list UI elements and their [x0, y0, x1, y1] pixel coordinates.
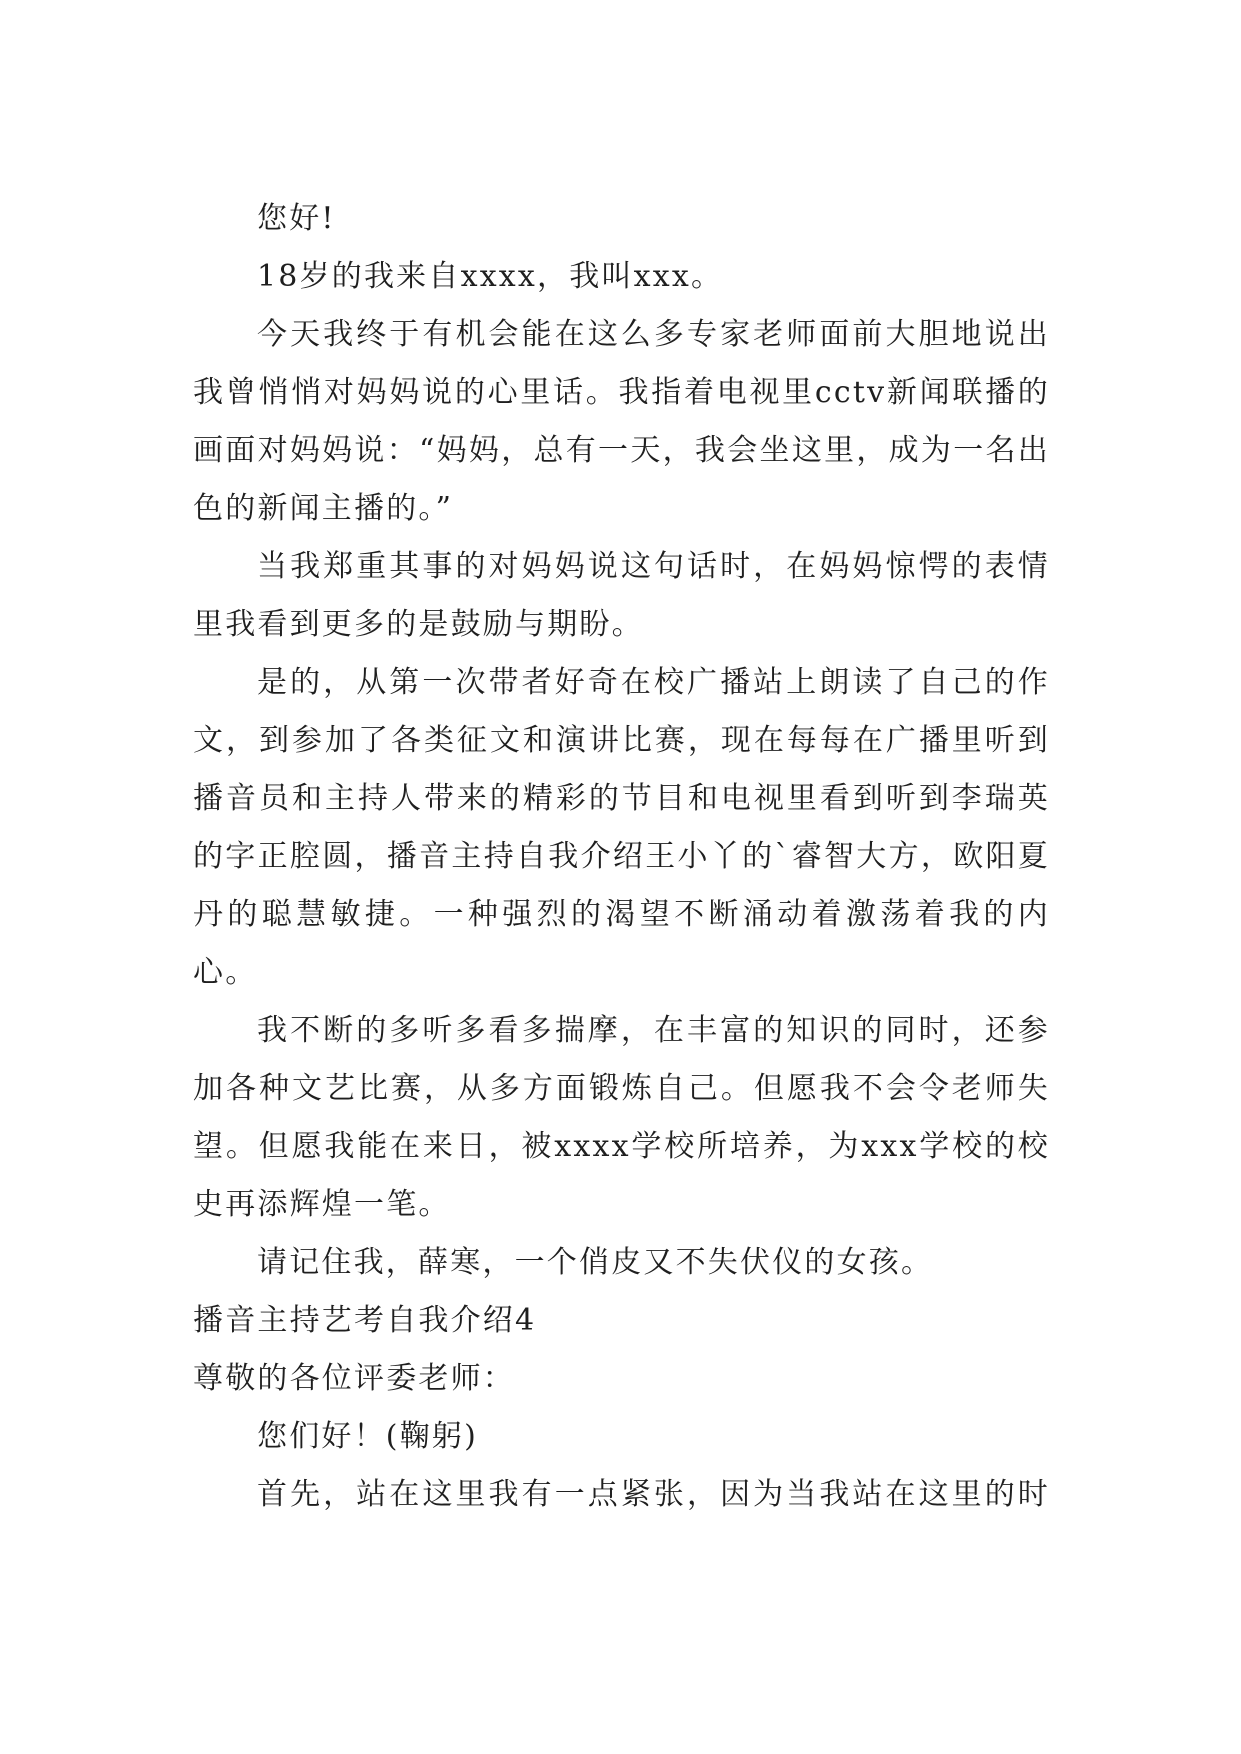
- paragraph-opportunity: 今天我终于有机会能在这么多专家老师面前大胆地说出我曾悄悄对妈妈说的心里话。我指着电视里cctv新闻联播的画面对妈妈说：“妈妈，总有一天，我会坐这里，成为一名出色的新闻主播的。”: [193, 317, 1050, 526]
- salutation: 尊敬的各位评委老师：: [193, 1361, 515, 1396]
- paragraph-greeting-hello: 您好!: [257, 201, 336, 236]
- paragraph-mother-reaction: 当我郑重其事的对妈妈说这句话时，在妈妈惊愕的表情里我看到更多的是鼓励与期盼。: [193, 549, 1050, 642]
- paragraph-practice: 我不断的多听多看多揣摩，在丰富的知识的同时，还参加各种文艺比赛，从多方面锻炼自己。但愿我不会令老师失望。但愿我能在来日，被xxxx学校所培养，为xxx学校的校史再添辉煌一笔。: [193, 1013, 1050, 1222]
- paragraph-greeting-bow: 您们好！(鞠躬): [257, 1419, 479, 1454]
- paragraph-first-nervous: 首先，站在这里我有一点紧张，因为当我站在这里的时: [257, 1477, 1050, 1512]
- paragraph-remember-me: 请记住我，薛寒，一个俏皮又不失伏仪的女孩。: [257, 1245, 934, 1280]
- paragraph-experience: 是的，从第一次带者好奇在校广播站上朗读了自己的作文，到参加了各类征文和演讲比赛，现在每每在广播里听到播音员和主持人带来的精彩的节目和电视里看到听到李瑞英的字正腔圆，播音主持自我介绍王小丫的`睿智大方，欧阳夏丹的聪慧敏捷。一种强烈的渴望不断涌动着激荡着我的内心。: [193, 665, 1050, 990]
- paragraph-origin: 18岁的我来自xxxx，我叫xxx。: [257, 259, 724, 294]
- section-title: 播音主持艺考自我介绍4: [193, 1303, 537, 1338]
- document-body: [193, 190, 1050, 1524]
